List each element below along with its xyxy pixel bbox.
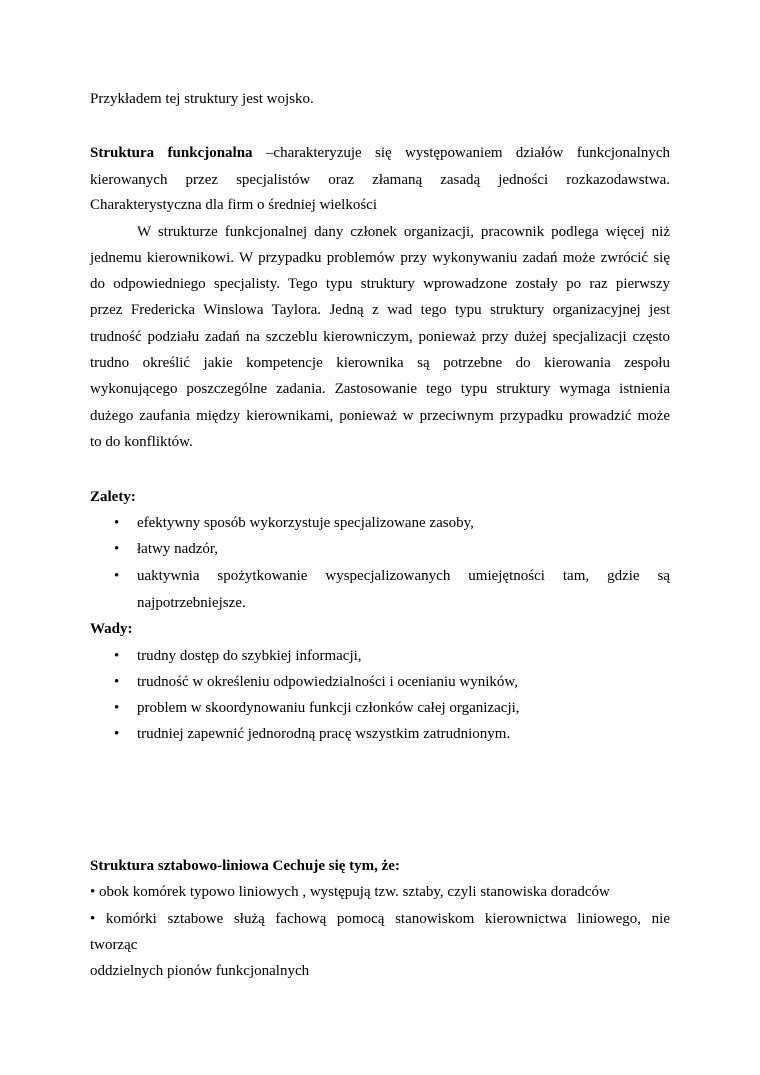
intro-text: Przykładem tej struktury jest wojsko. [90,91,314,107]
disadvantage-item: problem w skoordynowaniu funkcji członków całej organizacji, [137,700,520,716]
paragraph-line: trudno określić jakie kompetencje kierownika są potrzebne do kierowania zespołu [90,355,670,371]
functional-definition-line-1: Struktura funkcjonalna –charakteryzuje się występowaniem działów funkcjonalnych [90,145,671,161]
bullet-icon: • [114,648,120,664]
paragraph-line: to do konfliktów. [90,434,193,450]
staff-line-text: oddzielnych pionów funkcjonalnych [90,963,310,979]
advantage-item-continuation: najpotrzebniejsze. [137,595,246,611]
paragraph-line: jednemu kierownikowi. W przypadku problemów przy wykonywaniu zadań może zwrócić się [90,250,670,266]
paragraph-line: przez Fredericka Winslowa Taylora. Jedną z wad tego typu struktury organizacyjnej jest [90,302,670,318]
paragraph-line: trudność podziału zadań na szczeblu kierowniczym, ponieważ przy dużej specjalizacji często [90,329,670,345]
paragraph-line: W strukturze funkcjonalnej dany członek organizacji, pracownik podlega więcej niż [137,224,670,240]
bullet-icon: • [114,515,120,531]
advantages-heading: Zalety: [90,489,136,505]
bullet-icon: • [114,568,120,584]
staff-line-heading: Struktura sztabowo-liniowa Cechuje się tym, że: [90,858,400,874]
staff-line-text: • komórki sztabowe służą fachową pomocą stanowiskom kierownictwa liniowego, nie [90,911,670,927]
staff-line-text: tworząc [90,937,138,953]
bullet-icon: • [114,541,120,557]
paragraph-line: dużego zaufania między kierownikami, ponieważ w przeciwnym przypadku prowadzić może [90,408,670,424]
staff-line-text: • obok komórek typowo liniowych , występują tzw. sztaby, czyli stanowiska doradców [90,884,610,900]
bullet-icon: • [114,674,120,690]
functional-definition-line-2: kierowanych przez specjalistów oraz złamaną zasadą jedności rozkazodawstwa. [90,172,670,188]
advantage-item: uaktywnia spożytkowanie wyspecjalizowanych umiejętności tam, gdzie są [137,568,670,584]
advantage-item: efektywny sposób wykorzystuje specjalizowane zasoby, [137,515,474,531]
disadvantage-item: trudniej zapewnić jednorodną pracę wszystkim zatrudnionym. [137,726,511,742]
disadvantage-item: trudność w określeniu odpowiedzialności i ocenianiu wyników, [137,674,519,690]
functional-title: Struktura funkcjonalna [90,145,253,161]
advantage-item: łatwy nadzór, [137,541,219,557]
bullet-icon: • [114,726,120,742]
bullet-icon: • [114,700,120,716]
disadvantages-heading: Wady: [90,621,133,637]
disadvantage-item: trudny dostęp do szybkiej informacji, [137,648,362,664]
paragraph-line: wykonującego poszczególne zadania. Zastosowanie tego typu struktury wymaga istnienia [90,381,670,397]
paragraph-line: do odpowiedniego specjalisty. Tego typu struktury wprowadzone zostały po raz pierwszy [90,276,670,292]
functional-definition-line-3: Charakterystyczna dla firm o średniej wielkości [90,197,377,213]
